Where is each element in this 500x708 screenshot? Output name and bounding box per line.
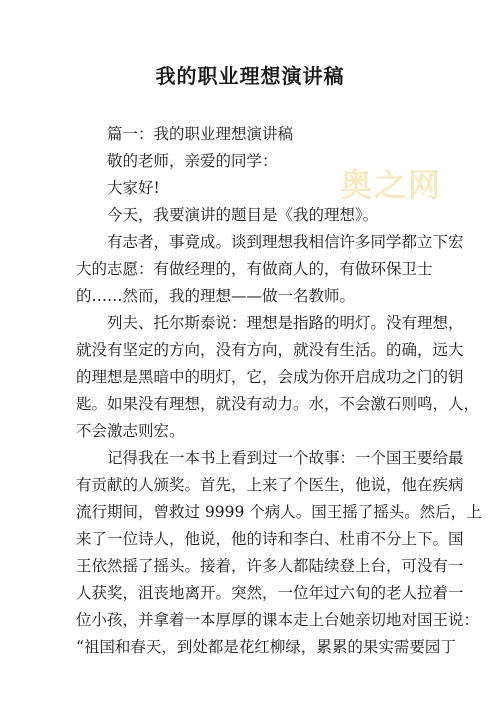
text-line: “祖国和春天，到处都是花红柳绿，累累的果实需要园丁 bbox=[76, 638, 456, 656]
text-line: 大的志愿：有做经理的，有做商人的，有做环保卫士 bbox=[76, 260, 433, 278]
text-line: 大家好! bbox=[107, 179, 160, 197]
text-line: 的理想是黑暗中的明灯，它，会成为你开启成功之门的钥 bbox=[76, 368, 464, 386]
text-line: 列夫、托尔斯泰说：理想是指路的明灯。没有理想， bbox=[107, 314, 464, 332]
watermark-logo: 奥之网 bbox=[340, 166, 443, 204]
text-line: 就没有坚定的方向，没有方向，就没有生活。的确，远大 bbox=[76, 341, 464, 359]
text-line: 匙。如果没有理想，就没有动力。水，不会激石则鸣，人， bbox=[76, 395, 480, 413]
document-title: 我的职业理想演讲稿 bbox=[155, 64, 345, 88]
text-line: 记得我在一本书上看到过一个故事：一个国王要给最 bbox=[107, 449, 464, 467]
text-line: 位小孩，并拿着一本厚厚的课本走上台她亲切地对国王说： bbox=[76, 611, 480, 629]
text-line: 有贡献的人颁奖。首先，上来了个医生，他说，他在疾病 bbox=[76, 476, 464, 494]
text-line: 不会激志则宏。 bbox=[76, 422, 185, 440]
text-line: 敬的老师，亲爱的同学： bbox=[107, 152, 278, 170]
text-line: 人获奖，沮丧地离开。突然，一位年过六旬的老人拉着一 bbox=[76, 584, 464, 602]
text-line: 来了一位诗人，他说，他的诗和李白、杜甫不分上下。国 bbox=[76, 530, 464, 548]
text-line: 王依然摇了摇头。接着，许多人都陆续登上台，可没有一 bbox=[76, 557, 464, 575]
document-body bbox=[76, 121, 482, 661]
text-line: 流行期间，曾救过 9999 个病人。国王摇了摇头。然后，上 bbox=[76, 503, 482, 521]
text-line: 篇一：我的职业理想演讲稿 bbox=[107, 125, 294, 143]
text-line: 有志者，事竟成。谈到理想我相信许多同学都立下宏 bbox=[107, 233, 464, 251]
text-line: 今天，我要演讲的题目是《我的理想》。 bbox=[107, 206, 379, 224]
text-line: 的……然而，我的理想——做一名教师。 bbox=[76, 287, 356, 305]
